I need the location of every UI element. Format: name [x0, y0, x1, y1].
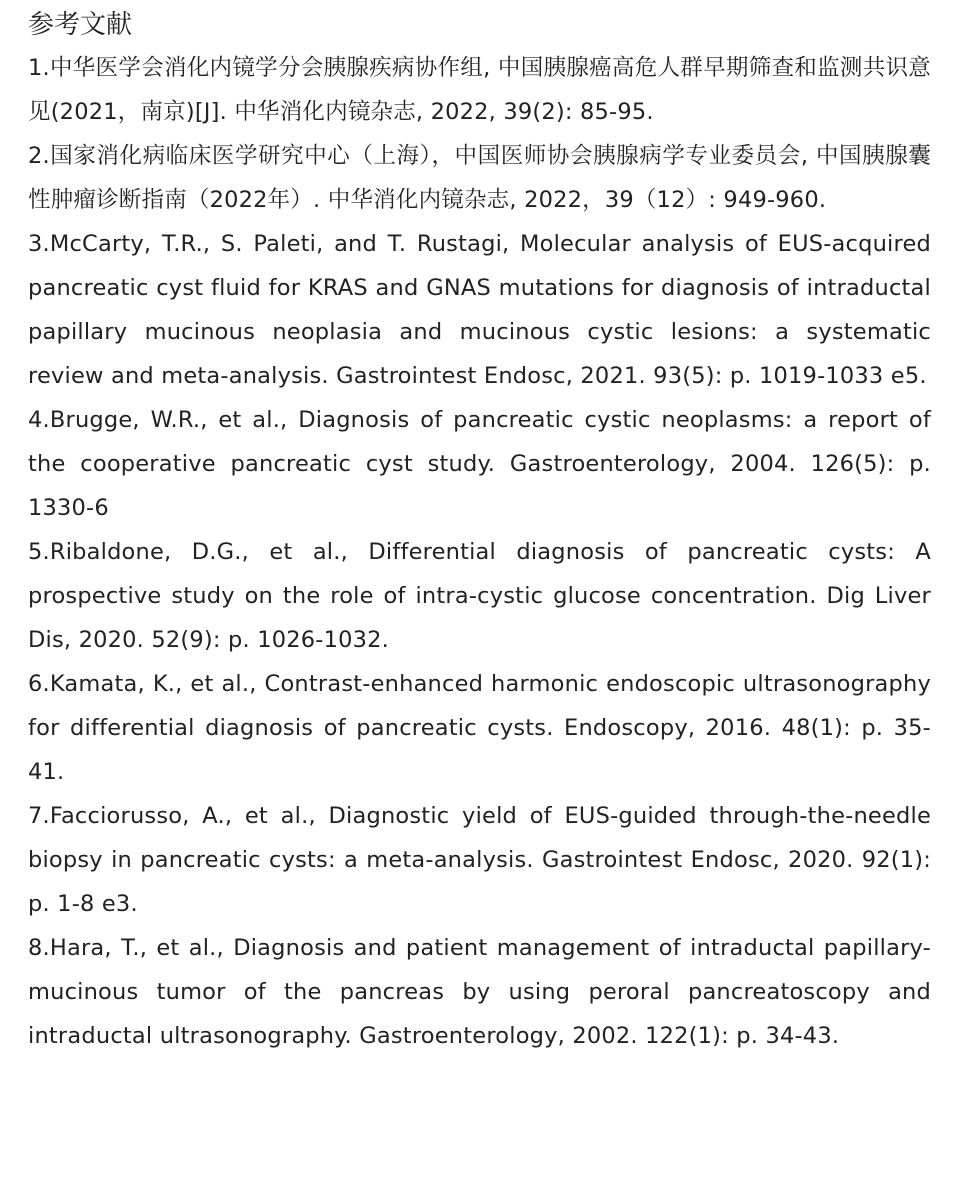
reference-item-6: 6.Kamata, K., et al., Contrast-enhanced harmonic endoscopic ultrasonography for differential diagnosis of pancreatic cysts. Endoscopy, 2016. 48(1): p. 35-41. — [28, 671, 931, 785]
references-section — [28, 4, 931, 1058]
reference-item-7: 7.Facciorusso, A., et al., Diagnostic yield of EUS-guided through-the-needle biopsy in pancreatic cysts: a meta-analysis. Gastrointest Endosc, 2020. 92(1): p. 1-8 e3. — [28, 803, 931, 917]
reference-list — [28, 46, 931, 1058]
reference-item-4: 4.Brugge, W.R., et al., Diagnosis of pancreatic cystic neoplasms: a report of the cooperative pancreatic cyst study. Gastroenterology, 2004. 126(5): p. 1330-6 — [28, 407, 931, 521]
reference-item-1: 1.中华医学会消化内镜学分会胰腺疾病协作组, 中国胰腺癌高危人群早期筛查和监测共识意见(2021，南京)[J]. 中华消化内镜杂志, 2022, 39(2): 85-95. — [28, 55, 931, 125]
reference-item-3: 3.McCarty, T.R., S. Paleti, and T. Rustagi, Molecular analysis of EUS-acquired pancreatic cyst fluid for KRAS and GNAS mutations for diagnosis of intraductal papillary mucinous neoplasia and mucinous cystic lesions: a systematic review and meta-analysis. Gastrointest Endosc, 2021. 93(5): p. 1019-1033 e5. — [28, 231, 931, 389]
reference-item-2: 2.国家消化病临床医学研究中心（上海），中国医师协会胰腺病学专业委员会, 中国胰腺囊性肿瘤诊断指南（2022年）. 中华消化内镜杂志, 2022，39（12）: 949-960. — [28, 143, 931, 213]
references-heading: 参考文献 — [28, 10, 133, 40]
reference-item-5: 5.Ribaldone, D.G., et al., Differential diagnosis of pancreatic cysts: A prospective study on the role of intra-cystic glucose concentration. Dig Liver Dis, 2020. 52(9): p. 1026-1032. — [28, 539, 931, 653]
reference-item-8: 8.Hara, T., et al., Diagnosis and patient management of intraductal papillary-mucinous tumor of the pancreas by using peroral pancreatoscopy and intraductal ultrasonography. Gastroenterology, 2002. 122(1): p. 34-43. — [28, 935, 931, 1049]
